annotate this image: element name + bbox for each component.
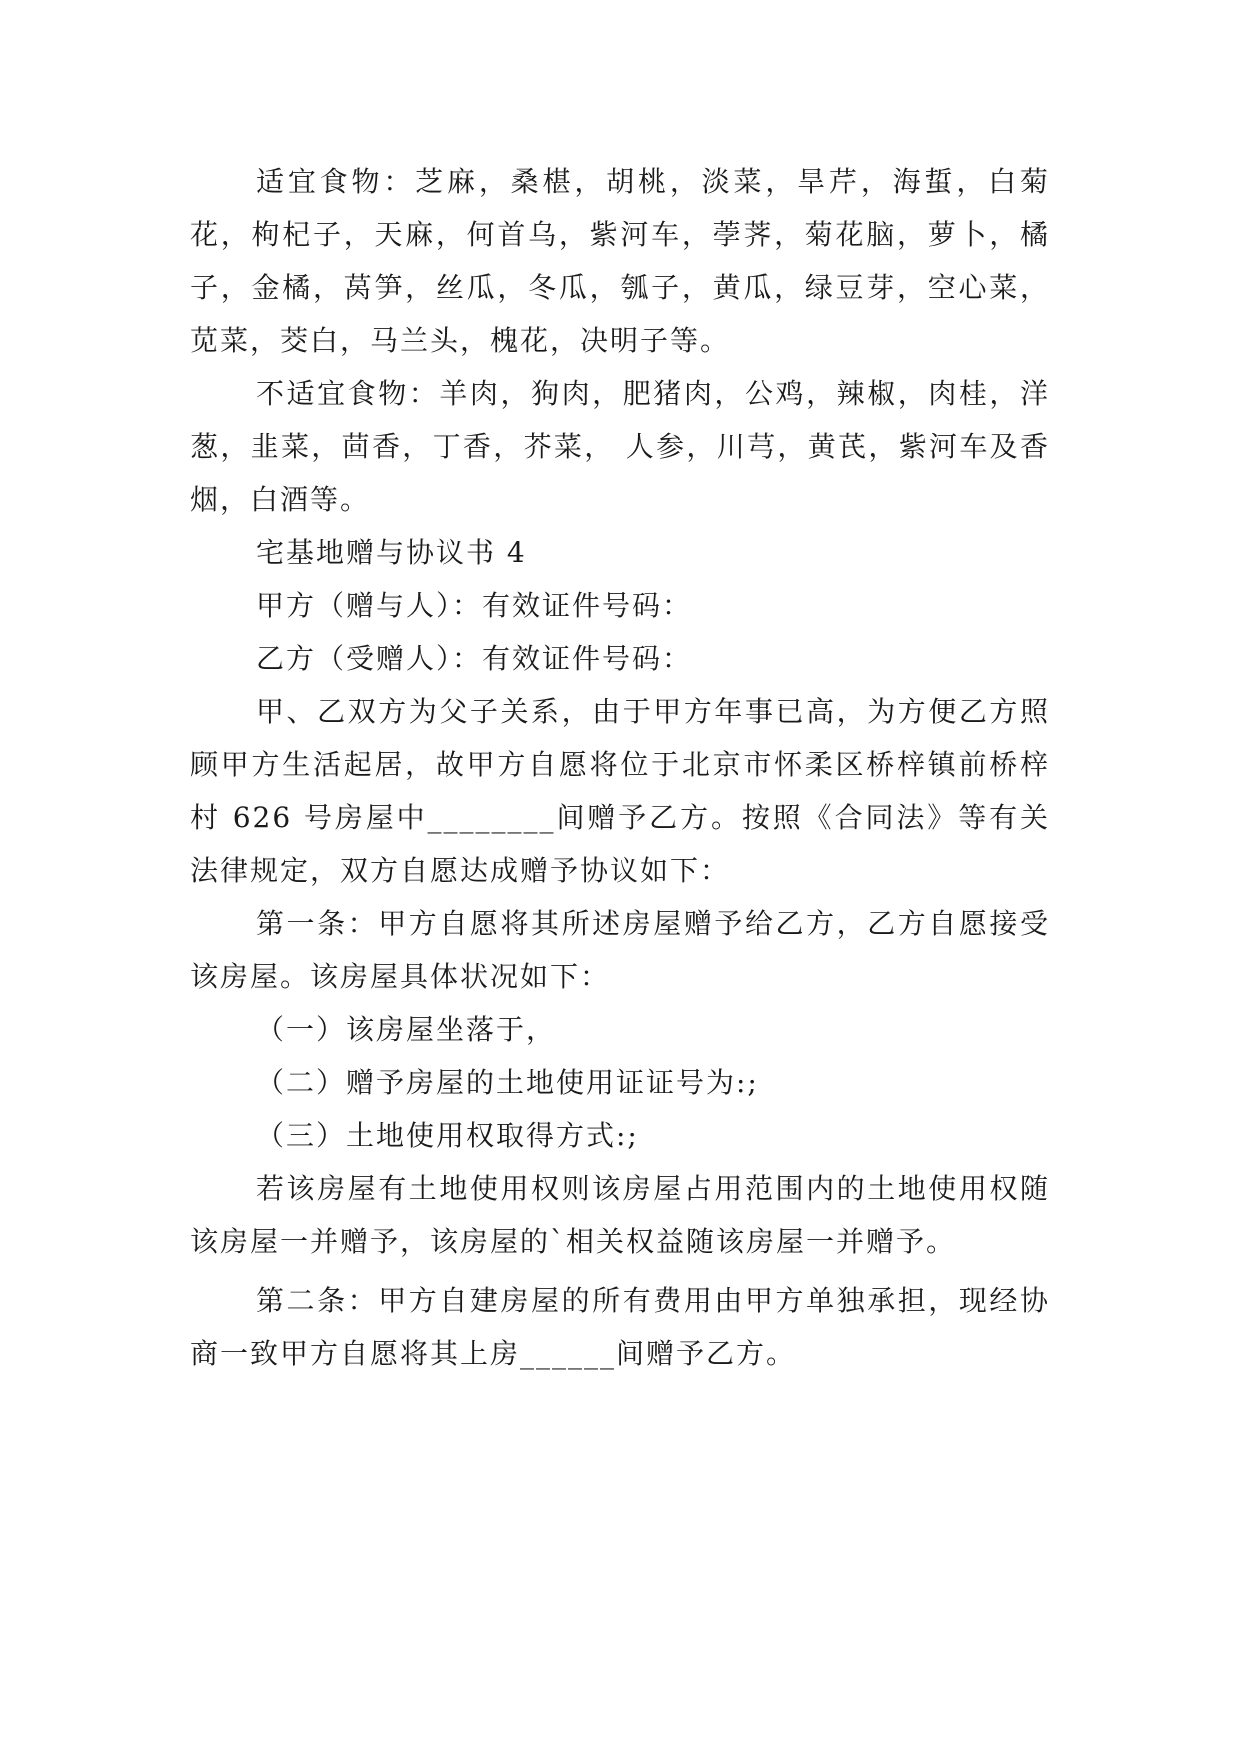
paragraph-suitable-foods: 适宜食物：芝麻，桑椹，胡桃，淡菜，旱芹，海蜇，白菊花，枸杞子，天麻，何首乌，紫河车，荸荠，菊花脑，萝卜，橘子，金橘，莴笋，丝瓜，冬瓜，瓠子，黄瓜，绿豆芽，空心菜，苋菜，茭白，马兰头，槐花，决明子等。: [190, 165, 1050, 357]
article-1-item-2: （二）赠予房屋的土地使用证证号为:;: [256, 1066, 759, 1099]
article-1-item-1: （一）该房屋坐落于，: [256, 1013, 557, 1046]
paragraph-preamble: 甲、乙双方为父子关系，由于甲方年事已高，为方便乙方照顾甲方生活起居，故甲方自愿将位于北京市怀柔区桥梓镇前桥梓村 626 号房屋中________间赠予乙方。按照《合同法》等有关法律规定，双方自愿达成赠予协议如下：: [190, 695, 1050, 887]
party-b-line: 乙方（受赠人）：有效证件号码：: [256, 642, 693, 675]
document-body: [190, 155, 1050, 1380]
paragraph-land-rights: 若该房屋有土地使用权则该房屋占用范围内的土地使用权随该房屋一并赠予，该房屋的`相关权益随该房屋一并赠予。: [190, 1172, 1050, 1258]
party-a-line: 甲方（赠与人）：有效证件号码：: [256, 589, 693, 622]
article-1-item-3: （三）土地使用权取得方式:;: [256, 1119, 639, 1152]
paragraph-unsuitable-foods: 不适宜食物：羊肉，狗肉，肥猪肉，公鸡，辣椒，肉桂，洋葱，韭菜，茴香，丁香，芥菜， 人参，川芎，黄芪，紫河车及香烟，白酒等。: [190, 377, 1050, 516]
agreement-title: 宅基地赠与协议书 4: [256, 536, 527, 569]
article-2: 第二条：甲方自建房屋的所有费用由甲方单独承担，现经协商一致甲方自愿将其上房______间赠予乙方。: [190, 1284, 1050, 1370]
article-1: 第一条：甲方自愿将其所述房屋赠予给乙方，乙方自愿接受该房屋。该房屋具体状况如下：: [190, 907, 1050, 993]
